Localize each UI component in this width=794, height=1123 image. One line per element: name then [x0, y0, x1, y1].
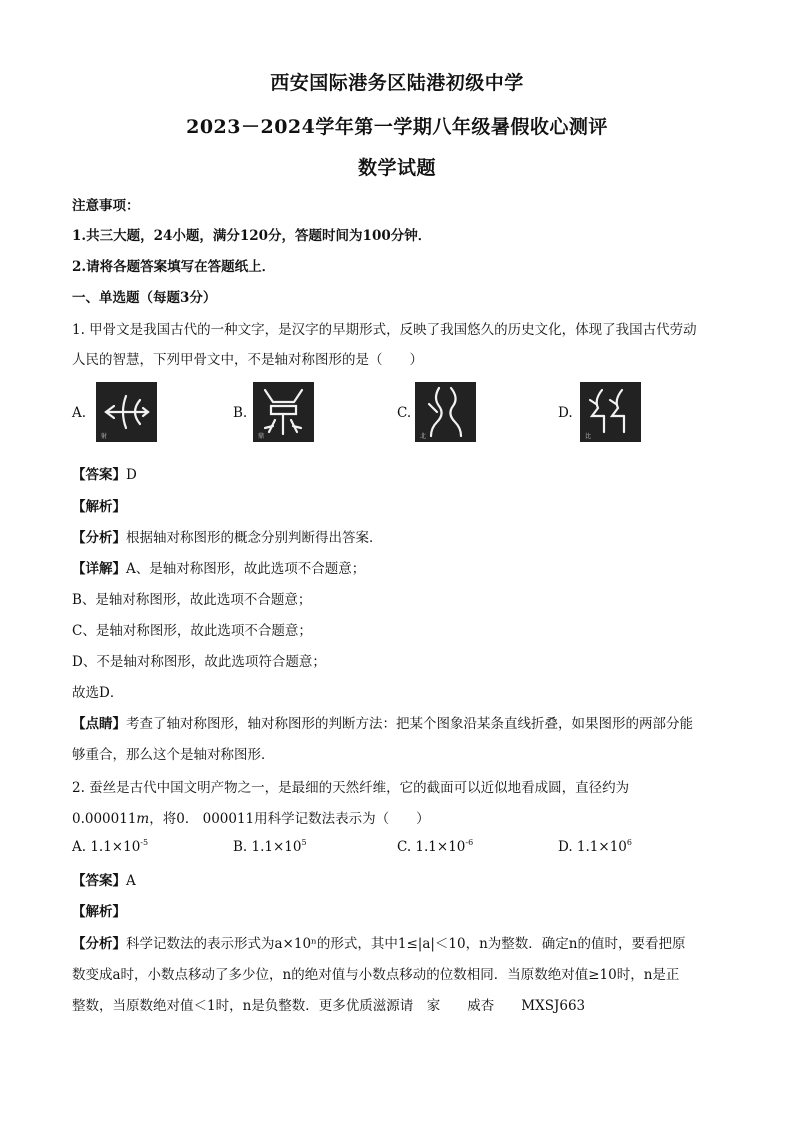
oracle-bone-bei-icon — [415, 382, 476, 442]
svg-text:射: 射 — [101, 433, 108, 440]
q1-dianjing-line1: 【点睛】考查了轴对称图形，轴对称图形的判断方法：把某个图象沿某条直线折叠，如果图形的两部分能 — [72, 716, 693, 732]
q2-option-b: B. $1.1\times 10^5$ — [233, 838, 307, 855]
q1-option-b-label: B. — [233, 405, 248, 421]
oracle-bone-bi-icon — [580, 382, 641, 442]
q2-fenxi-line3: 整数，当原数绝对值＜1时，n是负整数．更多优质滋源请 家 威杏 MXSJ663 — [72, 998, 586, 1014]
svg-text:比: 比 — [585, 433, 592, 440]
q1-option-d-label: D. — [558, 405, 573, 421]
q1-option-c-label: C. — [397, 405, 412, 421]
q2-analysis-tag: 【解析】 — [72, 904, 126, 920]
q2-fenxi-line1: 【分析】科学记数法的表示形式为a×10ⁿ的形式，其中1≤|a|＜10，n为整数．确定n的值时，要看把原 — [72, 936, 686, 952]
q1-conclusion: 故选D． — [72, 685, 124, 701]
q1-stem-line1: 1. 甲骨文是我国古代的一种文字，是汉字的早期形式，反映了我国悠久的历史文化，体现了我国古代劳动 — [72, 322, 697, 338]
q1-analysis-tag: 【解析】 — [72, 499, 126, 515]
q1-fenxi: 【分析】根据轴对称图形的概念分别判断得出答案． — [72, 530, 383, 546]
q1-line-d: D、不是轴对称图形，故此选项符合题意； — [72, 654, 326, 670]
subject-title: 数学试题 — [357, 157, 436, 179]
answer-tag: 【答案】 — [72, 467, 126, 483]
section-heading: 一、单选题（每题3分） — [72, 290, 217, 306]
oracle-bone-she-icon — [96, 382, 157, 442]
svg-text:鼎: 鼎 — [258, 433, 265, 440]
q2-option-d: D. $1.1\times 10^6$ — [558, 838, 632, 855]
q1-dianjing-line2: 够重合，那么这个是轴对称图形． — [72, 747, 275, 763]
q2-stem-line1: 2. 蚕丝是古代中国文明产物之一，是最细的天然纤维，它的截面可以近似地看成圆，直径约为 — [72, 780, 630, 796]
svg-text:北: 北 — [420, 433, 427, 440]
q1-stem-line2: 人民的智慧，下列甲骨文中，不是轴对称图形的是（ ） — [72, 352, 423, 368]
answer-value: D — [126, 467, 137, 483]
q1-line-c: C、是轴对称图形，故此选项不合题意； — [72, 623, 312, 639]
notes-item-2: 2.请将各题答案填写在答题纸上． — [72, 259, 276, 275]
notes-item-1: 1.共三大题，24小题，满分120分，答题时间为100分钟． — [72, 228, 432, 244]
q2-fenxi-line2: 数变成a时，小数点移动了多少位，n的绝对值与小数点移动的位数相同．当原数绝对值≥10时，n是正 — [72, 967, 680, 983]
q1-answer — [72, 463, 137, 483]
term-title: 2023－2024学年第一学期八年级暑假收心测评 — [186, 116, 608, 138]
q2-answer: 【答案】A — [72, 873, 136, 889]
q2-option-a: A. $1.1\times 10^{-5}$ — [72, 838, 149, 855]
oracle-bone-yi-icon — [253, 382, 314, 442]
school-title: 西安国际港务区陆港初级中学 — [270, 72, 524, 94]
notes-title: 注意事项： — [72, 198, 140, 214]
q2-stem-line2: 0.000011m，将0． 000011用科学记数法表示为（ ） — [72, 811, 430, 827]
q1-line-b: B、是轴对称图形，故此选项不合题意； — [72, 592, 312, 608]
q2-option-c: C. $1.1\times 10^{-6}$ — [397, 838, 474, 855]
q1-option-a-label: A. — [72, 405, 87, 421]
q1-xiangjie: 【详解】A、是轴对称图形，故此选项不合题意； — [72, 561, 366, 577]
